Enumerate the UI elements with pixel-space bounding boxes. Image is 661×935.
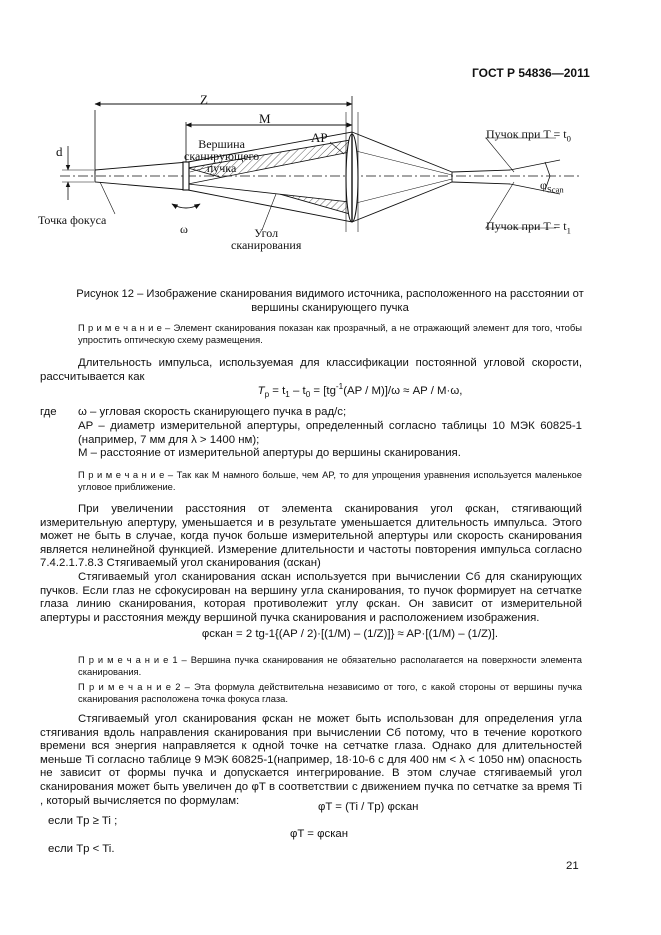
standard-number: ГОСТ Р 54836—2011	[472, 66, 590, 80]
paragraph-distance: При увеличении расстояния от элемента сканирования угол φскан, стягивающий измерительную апертуру, уменьшается и в результате уменьшается длительность импульса. Этого может не быть в случае, когда пучок больше измерительной апертуры или скорость сканирования является нелинейной функцией. Измерение длительности и частоты повторения импульса согласно 7.4.2.1.	[40, 503, 582, 570]
label-phi-scan: $\varphi_{Scan}$	[540, 178, 564, 195]
condition-1: если Tp ≥ Ti ;	[48, 815, 118, 827]
note-4: П р и м е ч а н и е 2 – Эта формула действительна независимо от того, с какой стороны от вершины пучка сканирования расположена точка фокуса глаза.	[78, 681, 582, 705]
formula-pulse-duration: $T_p = t_1 - t_0 = [tg^{-1}(AP / M)]/\omega$ ≈ AP / M·ω,	[257, 382, 463, 400]
label-scan-angle: Угол сканирования	[231, 226, 302, 252]
figure-caption: Рисунок 12 – Изображение сканирования видимого источника, расположенного на расстоянии от вершины сканирующего пучка	[76, 288, 584, 314]
label-z: Z	[200, 92, 208, 107]
formula-scan-angle: φскан = 2 tg-1{(AP / 2)·[(1/M) – (1/Z)]} ≈ AP·[(1/M) – (1/Z)].	[201, 628, 499, 640]
where-m: M – расстояние от измерительной апертуры до вершины сканирования.	[78, 447, 461, 459]
condition-2: если Tp < Ti.	[48, 843, 115, 855]
rotation-arrow	[172, 204, 200, 208]
label-m: M	[259, 111, 271, 126]
paragraph-scan-angle-limit: Стягиваемый угол сканирования φскан не может быть использован для определения угла стягивания вдоль направления сканирования при вычислении Cб потому, что в течение короткого времени вся энергия направляется к одной точке на сетчатке глаза. Однако для длительностей меньше Ti согласно таблице 9 МЭК 60825-1(например, 18·10-6 с для 400 нм < λ < 1050 нм) опасность не зависит от формы пучка и допускается интегрирование. В этом случае стягиваемый угол сканирования может быть увеличен до φT в соответствии с движением пучка по сетчатке за время Ti , который вычисляется по формулам:	[40, 713, 582, 807]
formula-phi-t-equal: φT = φскан	[290, 828, 349, 840]
paragraph-pulse-duration: Длительность импульса, используемая для классификации постоянной угловой скорости, рассчитывается как	[40, 357, 582, 383]
paragraph-subtended-angle: Стягиваемый угол сканирования αскан используется при вычислении Cб для сканирующих пучков. Если глаз не сфокусирован на вершину угла сканирования, то пучок формирует на сетчатке глаза линию сканирования, которая противолежит углу φскан. Он зависит от измерительной апертуры и расстояния между вершиной пучка сканирования и расположением изображения.	[40, 571, 582, 624]
formula-phi-t-ratio: φT = (Ti / Tp) φскан	[318, 801, 419, 813]
label-ap: AP	[311, 130, 328, 145]
label-beam-t0: Пучок при $T = t_0$	[486, 127, 571, 144]
note-3: П р и м е ч а н и е 1 – Вершина пучка сканирования не обязательно располагается на поверхности элемента сканирования.	[78, 654, 582, 678]
section-title: 7.8.3 Стягиваемый угол сканирования (αскан)	[78, 557, 321, 569]
label-omega: ω	[180, 222, 188, 236]
label-d: d	[56, 144, 63, 159]
label-focus: Точка фокуса	[38, 213, 107, 227]
scanning-diagram	[40, 82, 630, 267]
where-ap: AP – диаметр измерительной апертуры, определенный согласно таблицы 10 МЭК 60825-1 (например, 7 мм для λ > 1400 нм);	[78, 420, 582, 446]
page-number: 21	[566, 860, 579, 872]
where-label: где	[40, 406, 57, 418]
label-beam-t1: Пучок при $T = t_1$	[486, 219, 571, 236]
label-vertex: Вершина сканирующего пучка	[184, 137, 260, 175]
where-omega: ω – угловая скорость сканирующего пучка в рад/с;	[78, 406, 347, 418]
note-2: П р и м е ч а н и е – Так как M намного больше, чем AP, то для упрощения уравнения используется маленькое угловое приближение.	[78, 469, 582, 493]
note-1: П р и м е ч а н и е – Элемент сканирования показан как прозрачный, а не отражающий элемент для того, чтобы упростить оптическую схему размещения.	[78, 322, 582, 346]
